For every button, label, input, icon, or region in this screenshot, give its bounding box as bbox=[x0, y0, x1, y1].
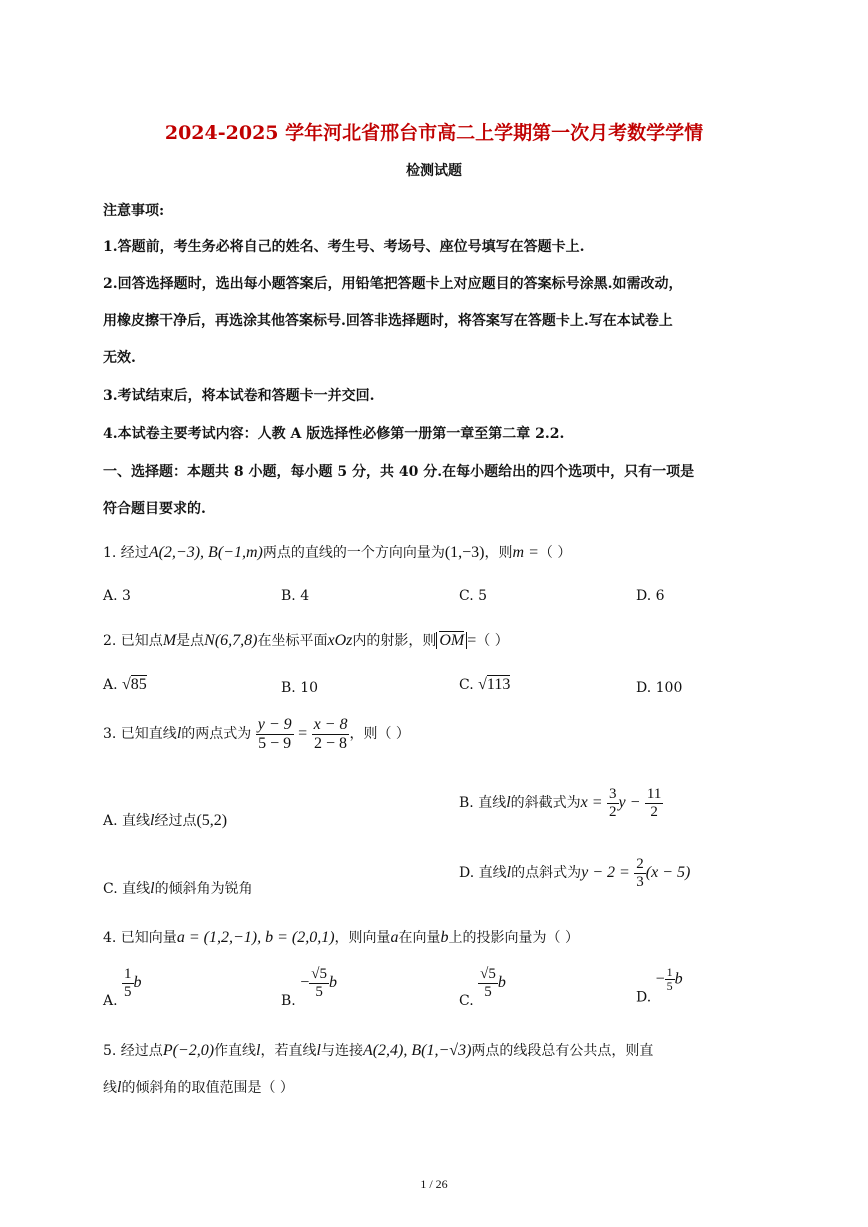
notice-heading: 注意事项: bbox=[103, 203, 165, 219]
section-heading: 一、选择题：本题共 8 小题，每小题 5 分，共 40 分.在每小题给出的四个选项中，只有一项是 bbox=[103, 464, 695, 480]
page-subtitle: 检测试题 bbox=[406, 163, 462, 179]
q4-option-b: B. − $\frac{√5}{5}$ b bbox=[281, 966, 337, 1009]
notice-item: 用橡皮擦干净后，再选涂其他答案标号.回答非选择题时，将答案写在答题卡上.写在本试卷上 bbox=[103, 313, 673, 329]
q2-option-a: A. √85 bbox=[103, 676, 147, 693]
q1-option-c: C. 5 bbox=[459, 588, 488, 604]
q3-option-d: D. 直线l的点斜式为y − 2 = $\frac{2}{3}$ (x − 5) bbox=[459, 856, 691, 890]
question-5-line2: 线l的倾斜角的取值范围是（ ） bbox=[103, 1079, 294, 1096]
q1-mid: 两点的直线的一个方向向量为 bbox=[262, 545, 445, 561]
q1-post: ，则 bbox=[484, 545, 513, 561]
q2-option-b: B. 10 bbox=[281, 680, 319, 696]
notice-item: 1.答题前，考生务必将自己的姓名、考生号、考场号、座位号填写在答题卡上. bbox=[103, 239, 585, 255]
q4-option-a: A. $\frac{1}{5}$ b bbox=[103, 966, 142, 1009]
notice-item: 4.本试卷主要考试内容：人教 A 版选择性必修第一册第一章至第二章 2.2. bbox=[103, 426, 565, 442]
q3-option-c: C. 直线l的倾斜角为锐角 bbox=[103, 880, 253, 897]
q3-option-a: A. 直线l经过点(5,2) bbox=[103, 812, 228, 829]
question-1 bbox=[103, 542, 571, 562]
q1-option-b: B. 4 bbox=[281, 588, 310, 604]
question-4: 4. 已知向量a = (1,2,−1), b = (2,0,1)，则向量a在向量b上的投影向量为（ ） bbox=[103, 929, 579, 946]
question-2: 2. 已知点M是点N(6,7,8)在坐标平面xOz内的射影，则 OM =（ ） bbox=[103, 632, 509, 649]
section-heading: 符合题目要求的. bbox=[103, 501, 206, 517]
q2-option-c: C. √113 bbox=[459, 676, 511, 693]
notice-item: 无效. bbox=[103, 350, 136, 366]
q1-option-d: D. 6 bbox=[636, 588, 665, 604]
question-5: 5. 经过点P(−2,0)作直线l，若直线l与连接A(2,4), B(1,−√3)两点的线段总有公共点，则直 bbox=[103, 1042, 654, 1059]
q1-points: A(2,−3), B(−1,m) bbox=[148, 544, 263, 561]
notice-item: 2.回答选择题时，选出每小题答案后，用铅笔把答题卡上对应题目的答案标号涂黑.如需改动， bbox=[103, 276, 683, 292]
q2-option-d: D. 100 bbox=[636, 680, 683, 696]
q3-option-b: B. 直线l的斜截式为x = $\frac{3}{2}$ y − $\frac{11}{2}$ bbox=[459, 786, 662, 820]
q1-option-a: A. 3 bbox=[103, 588, 131, 604]
q1-m: m = bbox=[512, 544, 539, 561]
page-title: 2024-2025 学年河北省邢台市高二上学期第一次月考数学学情 bbox=[164, 122, 704, 144]
q4-option-c: C. $\frac{√5}{5}$ b bbox=[459, 966, 506, 1009]
question-3: 3. 已知直线l的两点式为 $\frac{y - 9}{5 - 9}$ = $\frac{x - 8}{2 - 8}$ ，则（ ） bbox=[103, 716, 410, 752]
q1-paren: （ ） bbox=[538, 545, 572, 561]
page-number: 1 / 26 bbox=[420, 1177, 448, 1191]
notice-item: 3.考试结束后，将本试卷和答题卡一并交回. bbox=[103, 388, 375, 404]
q4-option-d: D. − $\frac{1}{5}$ b bbox=[636, 965, 683, 1006]
q1-vector: (1,−3) bbox=[444, 544, 485, 561]
q1-pre: 1. 经过 bbox=[103, 545, 149, 561]
